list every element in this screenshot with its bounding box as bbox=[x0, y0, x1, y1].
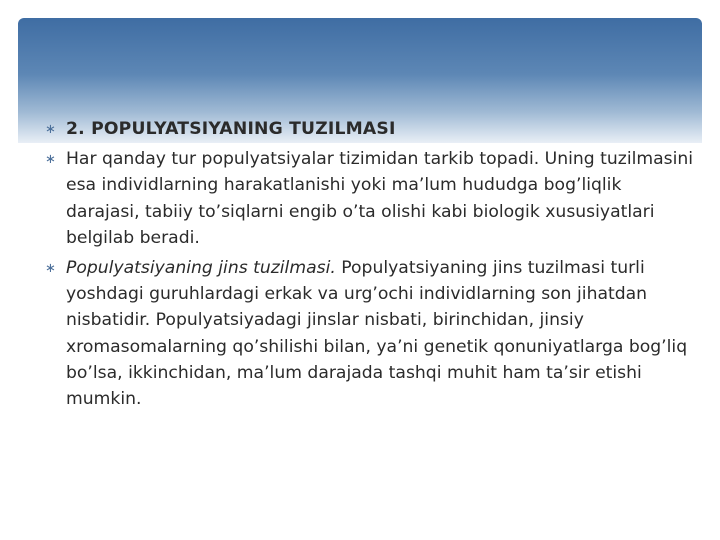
bullet-item-paragraph-1 bbox=[45, 146, 695, 251]
asterisk-bullet-icon: ∗ bbox=[45, 261, 56, 277]
bullet-item-title bbox=[45, 116, 695, 142]
section-title: 2. POPULYATSIYANING TUZILMASI bbox=[66, 119, 396, 139]
paragraph-italic-lead: Populyatsiyaning jins tuzilmasi. bbox=[66, 258, 336, 279]
bullet-item-paragraph-2 bbox=[45, 255, 695, 412]
asterisk-bullet-icon: ∗ bbox=[45, 122, 56, 137]
asterisk-bullet-icon: ∗ bbox=[45, 152, 56, 168]
paragraph-text: Har qanday tur populyatsiyalar tizimidan tarkib topadi. Uning tuzilmasini esa individlarning harakatlanishi yoki ma’lum hududga bog’liqlik darajasi, tabiiy to’siqlarni engib o’ta olishi kabi biologik xususiyatlari belgilab beradi. bbox=[66, 149, 694, 248]
paragraph-text: Populyatsiyaning jins tuzilmasi turli yoshdagi guruhlardagi erkak va urg’ochi individlarning son jihatdan nisbatidir. Populyatsiyadagi jinslar nisbati, birinchidan, jinsiy xromasomalarning qo’shilishi bilan, ya’ni genetik qonuniyatlarga bog’liq bo’lsa, ikkinchidan, ma’lum darajada tashqi muhit ham ta’sir etishi mumkin. bbox=[66, 258, 688, 410]
content-area bbox=[45, 116, 695, 416]
